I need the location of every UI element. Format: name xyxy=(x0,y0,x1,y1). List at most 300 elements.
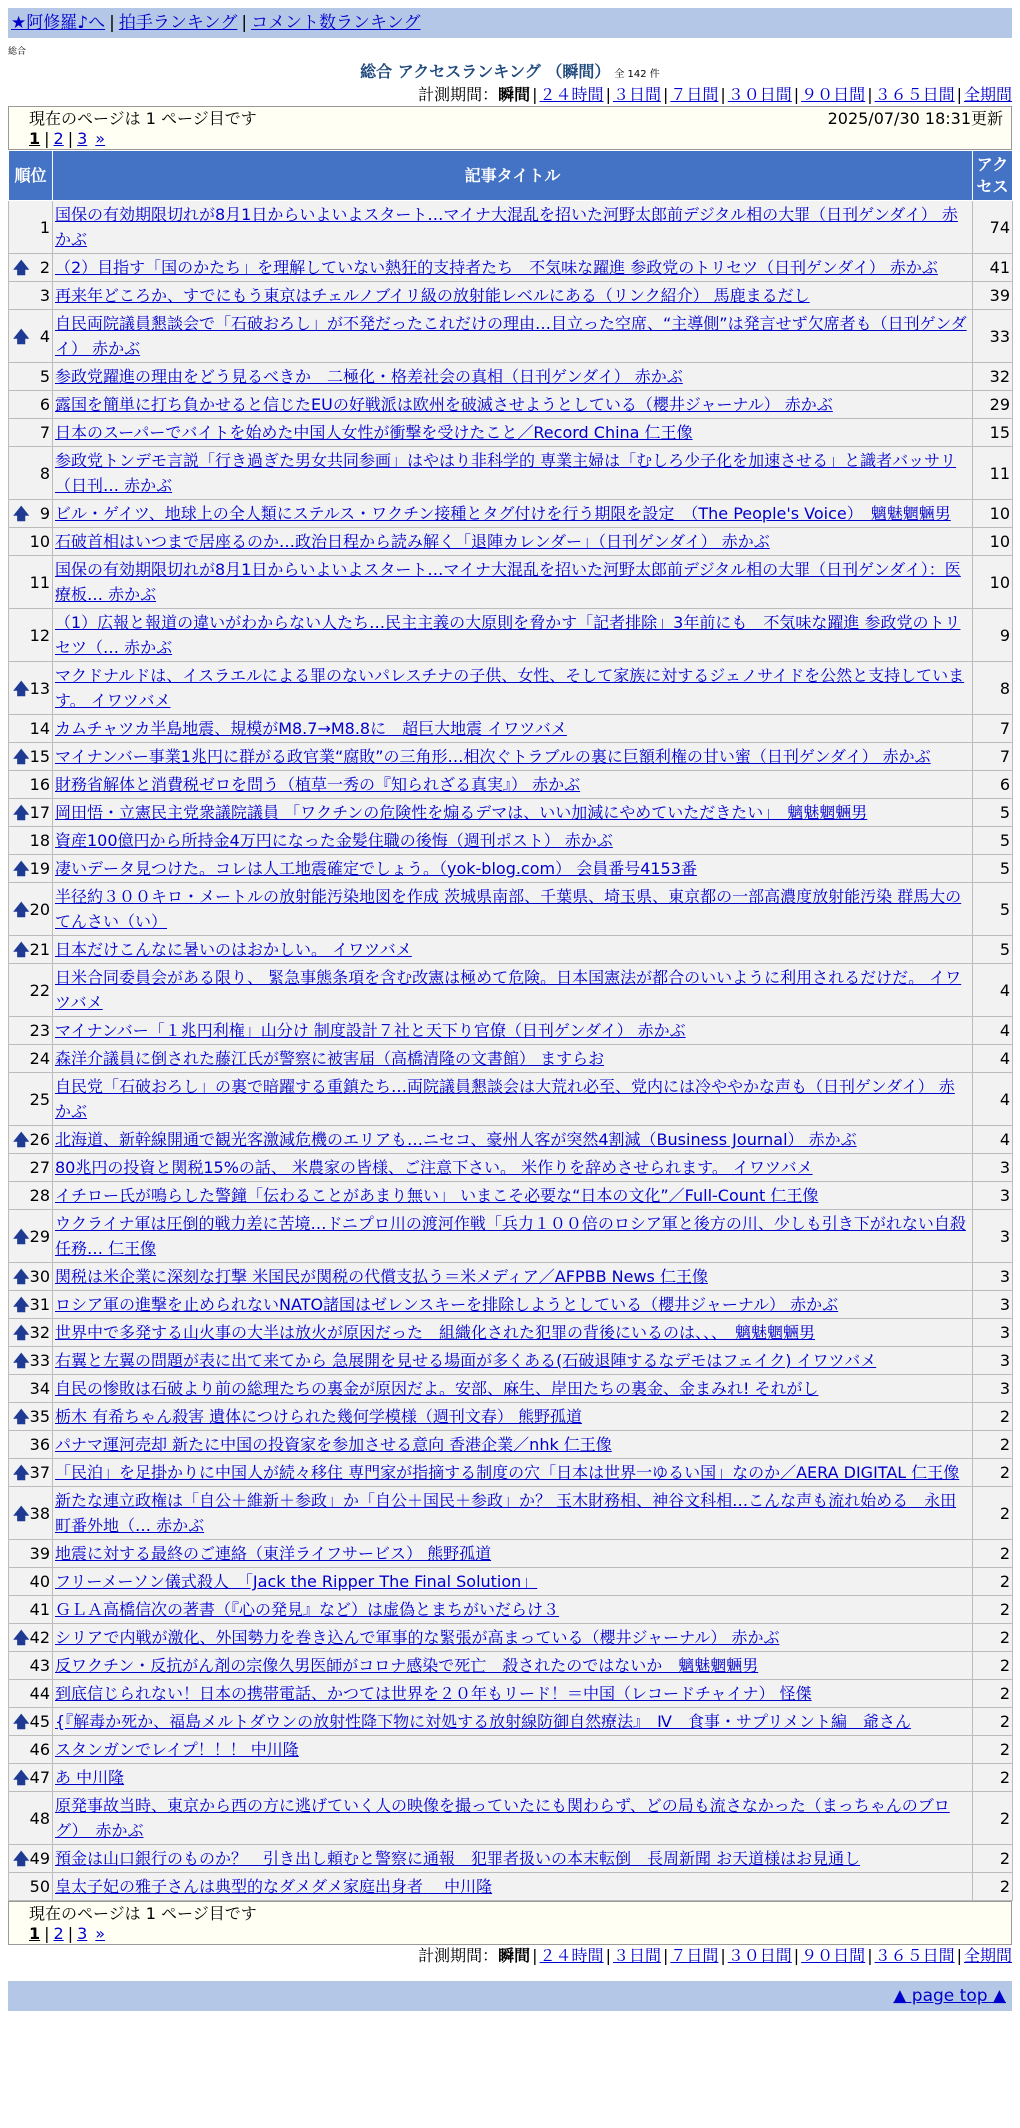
rank-number: 14 xyxy=(29,719,50,738)
up-arrow-icon: 🡅 xyxy=(13,803,30,822)
page-title: 総合 アクセスランキング （瞬間） xyxy=(360,62,611,81)
rank-cell xyxy=(9,1568,53,1596)
table-row xyxy=(9,883,1013,936)
article-link[interactable]: {『解毒か死か、福島メルトダウンの放射性降下物に対処する放射線防御自然療法』 Ⅳ 食事・サプリメント編 爺さん xyxy=(55,1712,911,1731)
article-link[interactable]: 到底信じられない！日本の携帯電話、かつては世界を２０年もリード！＝中国（レコードチャイナ） 怪傑 xyxy=(55,1684,812,1703)
rank-number: 11 xyxy=(29,572,50,592)
article-link[interactable]: （2）目指す「国のかたち」を理解していない熱狂的支持者たち 不気味な躍進 参政党のトリセツ（日刊ゲンダイ） 赤かぶ xyxy=(55,258,938,277)
article-link[interactable]: 皇太子妃の雅子さんは典型的なダメダメ家庭出身者 中川隆 xyxy=(55,1877,493,1896)
access-count: 9 xyxy=(973,609,1013,662)
rank-number: 44 xyxy=(29,1684,50,1703)
rank-number: 32 xyxy=(29,1323,50,1342)
table-row xyxy=(9,1073,1013,1126)
period-link[interactable]: ３６５日間 xyxy=(874,1946,955,1965)
access-count: 3 xyxy=(973,1319,1013,1347)
title-cell xyxy=(53,662,973,715)
period-link[interactable]: ７日間 xyxy=(670,85,719,104)
article-link[interactable]: ウクライナ軍は圧倒的戦力差に苦境…ドニプロ川の渡河作戦「兵力１００倍のロシア軍と後方の川、少しも引き下がれない自殺任務… 仁王像 xyxy=(55,1214,966,1258)
up-arrow-icon: 🡅 xyxy=(13,1323,30,1342)
table-row xyxy=(9,1319,1013,1347)
table-row xyxy=(9,1624,1013,1652)
period-separator: | xyxy=(793,1946,800,1965)
rank-cell xyxy=(9,1045,53,1073)
article-link[interactable]: カムチャツカ半島地震、規模がM8.7→M8.8に 超巨大地震 イワツバメ xyxy=(55,719,567,738)
table-row xyxy=(9,771,1013,799)
access-count: 7 xyxy=(973,715,1013,743)
article-link[interactable]: 凄いデータ見つけた。コレは人工地震確定でしょう。（yok-blog.com） 会員番号4153番 xyxy=(55,859,697,878)
pager-next-link[interactable]: » xyxy=(95,129,106,148)
period-separator: | xyxy=(532,85,538,104)
article-link[interactable]: 新たな連立政権は「自公＋維新＋参政」か「自公＋国民＋参政」か？ 玉木財務相、神谷文科相…こんな声も流れ始める 永田町番外地（… 赤かぶ xyxy=(55,1491,957,1535)
access-count: 11 xyxy=(973,447,1013,500)
article-link[interactable]: 自民両院議員懇談会で「石破おろし」が不発だったこれだけの理由…目立った空席、“主導側”は発言せず欠席者も（日刊ゲンダイ） 赤かぶ xyxy=(55,314,967,358)
period-separator: | xyxy=(532,1946,538,1965)
table-row xyxy=(9,964,1013,1017)
table-row xyxy=(9,419,1013,447)
rank-cell xyxy=(9,447,53,500)
period-separator: | xyxy=(956,1946,962,1965)
pager-separator: | xyxy=(44,1924,50,1943)
article-link[interactable]: 資産100億円から所持金4万円になった金髪住職の後悔（週刊ポスト） 赤かぶ xyxy=(55,831,613,850)
title-cell xyxy=(53,1017,973,1045)
access-count: 4 xyxy=(973,1126,1013,1154)
pager-page-link[interactable]: 2 xyxy=(53,1924,64,1943)
article-link[interactable]: ビル・ゲイツ、地球上の全人類にステルス・ワクチン接種とタグ付けを行う期限を設定 （The People's Voice） 魑魅魍魎男 xyxy=(55,504,951,523)
period-link[interactable]: ２４時間 xyxy=(539,85,604,104)
article-link[interactable]: 自民党「石破おろし」の裏で暗躍する重鎮たち…両院議員懇談会は大荒れ必至、党内には冷ややかな声も（日刊ゲンダイ） 赤かぶ xyxy=(55,1077,955,1121)
rank-cell xyxy=(9,743,53,771)
clap-ranking-link[interactable]: 拍手ランキング xyxy=(118,13,238,33)
rank-number: 35 xyxy=(29,1407,50,1426)
title-cell xyxy=(53,1073,973,1126)
period-link[interactable]: 全期間 xyxy=(963,85,1012,104)
period-link[interactable]: ３日間 xyxy=(612,1946,661,1965)
title-cell xyxy=(53,743,973,771)
title-cell xyxy=(53,1045,973,1073)
article-link[interactable]: 自民の惨敗は石破より前の総理たちの裏金が原因だよ。安部、麻生、岸田たちの裏金、金まみれ! それがし xyxy=(55,1379,819,1398)
rank-number: 27 xyxy=(29,1158,50,1177)
up-arrow-icon: 🡅 xyxy=(13,1295,30,1314)
access-count: 15 xyxy=(973,419,1013,447)
table-row xyxy=(9,1792,1013,1845)
article-link[interactable]: 日本のスーパーでバイトを始めた中国人女性が衝撃を受けたこと／Record China 仁王像 xyxy=(55,423,693,442)
rank-cell xyxy=(9,1347,53,1375)
rank-cell xyxy=(9,363,53,391)
title-cell xyxy=(53,1596,973,1624)
article-link[interactable]: 栃木 有希ちゃん殺害 遺体につけられた幾何学模様（週刊文春） 熊野孤道 xyxy=(55,1407,582,1426)
up-arrow-icon: 🡅 xyxy=(13,1628,30,1647)
rank-cell xyxy=(9,1873,53,1901)
access-count: 10 xyxy=(973,500,1013,528)
period-link[interactable]: ７日間 xyxy=(670,1946,719,1965)
title-cell xyxy=(53,201,973,254)
up-arrow-icon: 🡅 xyxy=(13,258,30,277)
table-row xyxy=(9,1540,1013,1568)
period-link[interactable]: ２４時間 xyxy=(539,1946,604,1965)
article-link[interactable]: マクドナルドは、イスラエルによる罪のないパレスチナの子供、女性、そして家族に対するジェノサイドを公然と支持しています。 イワツバメ xyxy=(55,666,965,710)
access-count: 4 xyxy=(973,1073,1013,1126)
period-separator: | xyxy=(720,1946,726,1965)
article-link[interactable]: 参政党躍進の理由をどう見るべきか 二極化・格差社会の真相（日刊ゲンダイ） 赤かぶ xyxy=(55,367,683,386)
article-link[interactable]: 岡田悟・立憲民主党衆議院議員 「ワクチンの危険性を煽るデマは、いい加減にやめていただきたい」 魑魅魍魎男 xyxy=(55,803,868,822)
period-link[interactable]: 全期間 xyxy=(963,1946,1012,1965)
article-link[interactable]: 露国を簡単に打ち負かせると信じたEUの好戦派は欧州を破滅させようとしている（櫻井ジャーナル） 赤かぶ xyxy=(55,395,833,414)
period-separator: | xyxy=(867,85,873,104)
rank-cell xyxy=(9,771,53,799)
article-link[interactable]: 日米合同委員会がある限り、 緊急事態条項を含む改憲は極めて危険。日本国憲法が都合のいいように利用されるだけだ。 イワツバメ xyxy=(55,968,962,1012)
article-link[interactable]: 半径約３００キロ・メートルの放射能汚染地図を作成 茨城県南部、千葉県、埼玉県、東京都の一部高濃度放射能汚染 群馬大のてんさい（い） xyxy=(55,887,962,931)
period-separator: | xyxy=(662,85,669,104)
rank-number: 45 xyxy=(29,1712,50,1731)
title-cell xyxy=(53,1792,973,1845)
rank-cell xyxy=(9,1487,53,1540)
rank-number: 39 xyxy=(29,1544,50,1563)
rank-cell xyxy=(9,827,53,855)
comment-ranking-link[interactable]: コメント数ランキング xyxy=(251,13,421,33)
rank-cell xyxy=(9,1319,53,1347)
rank-number: 19 xyxy=(29,859,50,878)
period-current: 瞬間 xyxy=(498,85,531,104)
article-link[interactable]: 右翼と左翼の問題が表に出て来てから 急展開を見せる場面が多くある(石破退陣するなデモはフェイク) イワツバメ xyxy=(55,1351,877,1370)
access-count: 29 xyxy=(973,391,1013,419)
article-link[interactable]: ロシア軍の進撃を止められないNATO諸国はゼレンスキーを排除しようとしている（櫻井ジャーナル） 赤かぶ xyxy=(55,1295,839,1314)
table-row xyxy=(9,1263,1013,1291)
title-cell xyxy=(53,883,973,936)
rank-cell xyxy=(9,799,53,827)
rank-cell xyxy=(9,1126,53,1154)
access-count: 2 xyxy=(973,1873,1013,1901)
title-cell xyxy=(53,827,973,855)
pager-separator: | xyxy=(67,129,74,148)
nav-separator: | xyxy=(109,13,115,33)
article-link[interactable]: イチロー氏が鳴らした警鐘「伝わることがあまり無い」 いまこそ必要な“日本の文化”／Full-Count 仁王像 xyxy=(55,1186,819,1205)
rank-number: 36 xyxy=(29,1435,50,1454)
title-cell xyxy=(53,419,973,447)
rank-number: 5 xyxy=(39,367,50,386)
title-cell xyxy=(53,1403,973,1431)
rank-cell xyxy=(9,1680,53,1708)
rank-number: 23 xyxy=(29,1021,50,1040)
access-count: 3 xyxy=(973,1291,1013,1319)
rank-cell xyxy=(9,1017,53,1045)
rank-cell xyxy=(9,883,53,936)
article-link[interactable]: フリーメーソン儀式殺人 「Jack the Ripper The Final Solution」 xyxy=(55,1572,538,1591)
rank-number: 34 xyxy=(29,1379,50,1398)
access-count: 2 xyxy=(973,1845,1013,1873)
rank-number: 40 xyxy=(29,1572,50,1591)
rank-number: 41 xyxy=(29,1600,50,1619)
up-arrow-icon: 🡅 xyxy=(13,504,30,523)
access-count: 3 xyxy=(973,1263,1013,1291)
article-link[interactable]: 80兆円の投資と関税15%の話、 米農家の皆様、ご注意下さい。 米作りを辞めさせられます。 イワツバメ xyxy=(55,1158,813,1177)
article-link[interactable]: 預金は山口銀行のものか？ 引き出し頼むと警察に通報 犯罪者扱いの本末転倒 長周新聞 お天道様はお見通し xyxy=(55,1849,861,1868)
rank-cell xyxy=(9,1736,53,1764)
rank-number: 1 xyxy=(39,217,50,237)
access-count: 10 xyxy=(973,528,1013,556)
period-link[interactable]: ９０日間 xyxy=(801,85,866,104)
period-separator: | xyxy=(867,1946,873,1965)
access-count: 4 xyxy=(973,964,1013,1017)
rank-cell xyxy=(9,1624,53,1652)
up-arrow-icon: 🡅 xyxy=(13,326,30,346)
pager-links xyxy=(29,129,1003,149)
article-link[interactable]: シリアで内戦が激化、外国勢力を巻き込んで軍事的な緊張が高まっている（櫻井ジャーナル） 赤かぶ xyxy=(55,1628,780,1647)
top-nav-bar xyxy=(8,8,1012,38)
title-cell xyxy=(53,1291,973,1319)
article-link[interactable]: 地震に対する最終のご連絡（東洋ライフサービス） 熊野孤道 xyxy=(55,1544,492,1563)
table-row xyxy=(9,1347,1013,1375)
access-count: 74 xyxy=(973,201,1013,254)
table-row xyxy=(9,310,1013,363)
rank-number: 15 xyxy=(29,747,50,766)
page-top-link[interactable]: ▲ page top ▲ xyxy=(893,1986,1006,2006)
table-row xyxy=(9,1154,1013,1182)
table-row xyxy=(9,363,1013,391)
rank-cell xyxy=(9,1210,53,1263)
rank-cell xyxy=(9,1764,53,1792)
period-label: 計測期間： xyxy=(418,1946,499,1965)
title-cell xyxy=(53,1736,973,1764)
up-arrow-icon: 🡅 xyxy=(13,1407,30,1426)
pager-page-link[interactable]: 2 xyxy=(53,129,64,148)
rank-number: 24 xyxy=(29,1049,50,1068)
table-row xyxy=(9,743,1013,771)
rank-number: 2 xyxy=(39,258,50,277)
rank-number: 4 xyxy=(39,326,50,346)
article-link[interactable]: スタンガンでレイプ！！！ 中川隆 xyxy=(55,1740,299,1759)
table-row xyxy=(9,609,1013,662)
title-cell xyxy=(53,1764,973,1792)
access-count: 2 xyxy=(973,1459,1013,1487)
rank-cell xyxy=(9,1073,53,1126)
access-count: 41 xyxy=(973,254,1013,282)
title-cell xyxy=(53,1126,973,1154)
access-count: 3 xyxy=(973,1347,1013,1375)
rank-cell xyxy=(9,1792,53,1845)
article-link[interactable]: 再来年どころか、すでにもう東京はチェルノブイリ級の放射能レベルにある（リンク紹介） 馬鹿まるだし xyxy=(55,286,810,305)
title-cell xyxy=(53,1540,973,1568)
rank-cell xyxy=(9,609,53,662)
period-separator: | xyxy=(720,85,726,104)
article-link[interactable]: 森洋介議員に倒された藤江氏が警察に被害届（高橋清隆の文書館） ますらお xyxy=(55,1049,605,1068)
title-cell xyxy=(53,1487,973,1540)
article-link[interactable]: 石破首相はいつまで居座るのか…政治日程から読み解く「退陣カレンダー」（日刊ゲンダイ） 赤かぶ xyxy=(55,532,770,551)
article-link[interactable]: 参政党トンデモ言説「行き過ぎた男女共同参画」はやはり非科学的 専業主婦は「むしろ少子化を加速させる」と識者バッサリ（日刊… 赤かぶ xyxy=(55,451,957,495)
access-count: 32 xyxy=(973,363,1013,391)
title-cell xyxy=(53,1652,973,1680)
article-link[interactable]: 国保の有効期限切れが8月1日からいよいよスタート…マイナ大混乱を招いた河野太郎前デジタル相の大罪（日刊ゲンダイ）：医療板… 赤かぶ xyxy=(55,560,961,604)
rank-cell xyxy=(9,556,53,609)
article-link[interactable]: 日本だけこんなに暑いのはおかしい。 イワツバメ xyxy=(55,940,412,959)
period-link[interactable]: ３６５日間 xyxy=(874,85,955,104)
access-count: 7 xyxy=(973,743,1013,771)
up-arrow-icon: 🡅 xyxy=(13,940,30,959)
total-count: 全 142 件 xyxy=(614,69,660,80)
table-row xyxy=(9,1431,1013,1459)
rank-number: 31 xyxy=(29,1295,50,1314)
rank-cell xyxy=(9,1182,53,1210)
rank-number: 18 xyxy=(29,831,50,850)
period-separator: | xyxy=(605,1946,611,1965)
rank-number: 48 xyxy=(29,1808,50,1828)
table-row xyxy=(9,1403,1013,1431)
title-cell xyxy=(53,391,973,419)
rank-number: 29 xyxy=(29,1226,50,1246)
period-label: 計測期間： xyxy=(418,85,499,104)
article-link[interactable]: 反ワクチン・反抗がん剤の宗像久男医師がコロナ感染で死亡 殺されたのではないか 魑魅魍魎男 xyxy=(55,1656,759,1675)
table-row xyxy=(9,715,1013,743)
article-link[interactable]: （1）広報と報道の違いがわからない人たち…民主主義の大原則を脅かす「記者排除」3年前にも 不気味な躍進 参政党のトリセツ（… 赤かぶ xyxy=(55,613,961,657)
table-row xyxy=(9,827,1013,855)
access-count: 2 xyxy=(973,1764,1013,1792)
rank-number: 33 xyxy=(29,1351,50,1370)
period-link[interactable]: ３日間 xyxy=(612,85,661,104)
article-link[interactable]: 世界中で多発する山火事の大半は放火が原因だった 組織化された犯罪の背後にいるのは、、、 魑魅魍魎男 xyxy=(55,1323,816,1342)
table-row xyxy=(9,1210,1013,1263)
title-cell xyxy=(53,1154,973,1182)
table-row xyxy=(9,1375,1013,1403)
rank-cell xyxy=(9,1708,53,1736)
title-cell xyxy=(53,1873,973,1901)
title-cell xyxy=(53,855,973,883)
rank-cell xyxy=(9,282,53,310)
table-row xyxy=(9,1017,1013,1045)
title-cell xyxy=(53,254,973,282)
up-arrow-icon: 🡅 xyxy=(13,1849,30,1868)
up-arrow-icon: 🡅 xyxy=(13,1768,30,1787)
rank-cell xyxy=(9,1403,53,1431)
rank-number: 22 xyxy=(29,980,50,1000)
title-cell xyxy=(53,771,973,799)
title-cell xyxy=(53,1459,973,1487)
access-count: 2 xyxy=(973,1792,1013,1845)
up-arrow-icon: 🡅 xyxy=(13,747,30,766)
rank-number: 13 xyxy=(29,678,50,698)
article-link[interactable]: 関税は米企業に深刻な打撃 米国民が関税の代償支払う＝米メディア／AFPBB News 仁王像 xyxy=(55,1267,708,1286)
table-row xyxy=(9,254,1013,282)
article-link[interactable]: 財務省解体と消費税ゼロを問う（植草一秀の『知られざる真実』） 赤かぶ xyxy=(55,775,581,794)
table-row xyxy=(9,799,1013,827)
title-cell xyxy=(53,282,973,310)
up-arrow-icon: 🡅 xyxy=(13,1351,30,1370)
access-count: 4 xyxy=(973,1045,1013,1073)
access-count: 39 xyxy=(973,282,1013,310)
table-row xyxy=(9,1291,1013,1319)
article-link[interactable]: 「民泊」を足掛かりに中国人が続々移住 専門家が指摘する制度の穴「日本は世界一ゆるい国」なのか／AERA DIGITAL 仁王像 xyxy=(55,1463,960,1482)
article-link[interactable]: マイナンバー「１兆円利権」山分け 制度設計７社と天下り官僚（日刊ゲンダイ） 赤かぶ xyxy=(55,1021,686,1040)
rank-number: 9 xyxy=(39,504,50,523)
table-row xyxy=(9,1652,1013,1680)
access-count: 3 xyxy=(973,1375,1013,1403)
period-link[interactable]: ９０日間 xyxy=(801,1946,866,1965)
table-row xyxy=(9,282,1013,310)
rank-number: 20 xyxy=(29,899,50,919)
title-cell xyxy=(53,310,973,363)
access-count: 2 xyxy=(973,1708,1013,1736)
rank-cell xyxy=(9,1291,53,1319)
access-count: 2 xyxy=(973,1431,1013,1459)
period-selector-top xyxy=(8,84,1012,106)
rank-cell xyxy=(9,855,53,883)
rank-number: 3 xyxy=(39,286,50,305)
article-link[interactable]: 国保の有効期限切れが8月1日からいよいよスタート…マイナ大混乱を招いた河野太郎前デジタル相の大罪（日刊ゲンダイ） 赤かぶ xyxy=(55,205,958,249)
pager-top xyxy=(8,106,1012,150)
access-count: 5 xyxy=(973,855,1013,883)
footer-bar xyxy=(8,1981,1012,2011)
up-arrow-icon: 🡅 xyxy=(13,1503,30,1523)
current-page-text: 現在のページは 1 ページ目です xyxy=(29,1904,257,1923)
pager-next-link[interactable]: » xyxy=(95,1924,106,1943)
title-cell xyxy=(53,715,973,743)
title-cell xyxy=(53,936,973,964)
rank-number: 49 xyxy=(29,1849,50,1868)
rank-cell xyxy=(9,254,53,282)
article-link[interactable]: マイナンバー事業1兆円に群がる政官業“腐敗”の三角形…相次ぐトラブルの裏に巨額利権の甘い蜜（日刊ゲンダイ） 赤かぶ xyxy=(55,747,931,766)
pager-page-link[interactable]: 3 xyxy=(77,129,88,148)
rank-cell xyxy=(9,1459,53,1487)
article-link[interactable]: ＧＬＡ高橋信次の著書（『心の発見』など）は虚偽とまちがいだらけ３ xyxy=(55,1600,560,1619)
access-count: 2 xyxy=(973,1736,1013,1764)
access-count: 5 xyxy=(973,883,1013,936)
title-cell xyxy=(53,1680,973,1708)
table-row xyxy=(9,447,1013,500)
period-separator: | xyxy=(793,85,800,104)
rank-cell xyxy=(9,715,53,743)
pager-page-link[interactable]: 3 xyxy=(77,1924,88,1943)
table-row xyxy=(9,1487,1013,1540)
home-link[interactable]: ★阿修羅♪へ xyxy=(11,13,106,33)
rank-cell xyxy=(9,310,53,363)
title-cell xyxy=(53,1845,973,1873)
table-row xyxy=(9,855,1013,883)
rank-cell xyxy=(9,201,53,254)
table-row xyxy=(9,1764,1013,1792)
up-arrow-icon: 🡅 xyxy=(13,859,30,878)
access-count: 3 xyxy=(973,1210,1013,1263)
rank-cell xyxy=(9,964,53,1017)
rank-number: 26 xyxy=(29,1130,50,1149)
updated-timestamp: 2025/07/30 18:31更新 xyxy=(827,109,1003,128)
access-count: 2 xyxy=(973,1487,1013,1540)
table-row xyxy=(9,1708,1013,1736)
period-link[interactable]: ３０日間 xyxy=(727,85,792,104)
table-row xyxy=(9,1873,1013,1901)
period-link[interactable]: ３０日間 xyxy=(727,1946,792,1965)
rank-number: 17 xyxy=(29,803,50,822)
access-count: 2 xyxy=(973,1652,1013,1680)
up-arrow-icon: 🡅 xyxy=(13,1463,30,1482)
title-cell xyxy=(53,528,973,556)
table-row xyxy=(9,1182,1013,1210)
title-cell xyxy=(53,799,973,827)
title-cell xyxy=(53,609,973,662)
article-link[interactable]: あ 中川隆 xyxy=(55,1768,125,1787)
title-cell xyxy=(53,1263,973,1291)
article-link[interactable]: 北海道、新幹線開通で観光客激減危機のエリアも…ニセコ、豪州人客が突然4割減（Business Journal） 赤かぶ xyxy=(55,1130,857,1149)
rank-cell xyxy=(9,1375,53,1403)
article-link[interactable]: パナマ運河売却 新たに中国の投資家を参加させる意向 香港企業／nhk 仁王像 xyxy=(55,1435,612,1454)
title-cell xyxy=(53,1319,973,1347)
access-count: 2 xyxy=(973,1540,1013,1568)
table-row xyxy=(9,662,1013,715)
table-row xyxy=(9,1126,1013,1154)
access-count: 5 xyxy=(973,799,1013,827)
current-page-text: 現在のページは 1 ページ目です xyxy=(29,109,257,128)
rank-number: 10 xyxy=(29,532,50,551)
article-link[interactable]: 原発事故当時、東京から西の方に逃げていく人の映像を撮っていたにも関わらず、どの局も流さなかった（まっちゃんのブログ） 赤かぶ xyxy=(55,1796,950,1840)
up-arrow-icon: 🡅 xyxy=(13,678,30,698)
title-cell xyxy=(53,1431,973,1459)
